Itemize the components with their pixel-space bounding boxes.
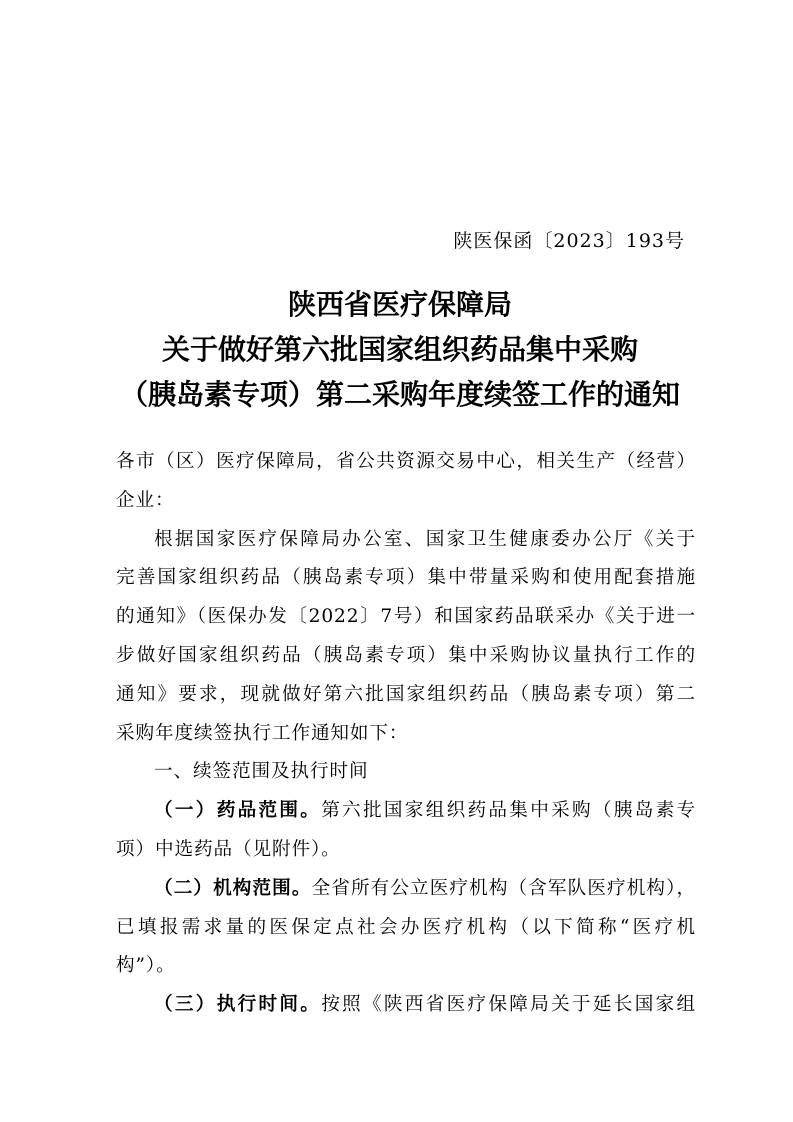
document-title (100, 282, 700, 417)
item-3-label: （三）执行时间。 (154, 994, 322, 1016)
item-3-line-1 (116, 986, 696, 1025)
item-1-line-1 (116, 792, 696, 831)
item-2-text: 全省所有公立医疗机构（含军队医疗机构）， (311, 877, 697, 899)
paragraph-1-line-3: 的通知》（医保办发〔2022〕7号）和国家药品联采办《关于进一 (116, 606, 696, 628)
document-number: 陕医保函〔2023〕193号 (453, 230, 685, 252)
addressee-line-2: 企业： (116, 489, 175, 511)
paragraph-1-line-5: 通知》要求，现就做好第六批国家组织药品（胰岛素专项）第二 (116, 683, 696, 705)
paragraph-1-line-1: 根据国家医疗保障局办公室、国家卫生健康委办公厅《关于 (154, 528, 696, 550)
paragraph-1-line-4: 步做好国家组织药品（胰岛素专项）集中采购协议量执行工作的 (116, 644, 696, 666)
addressee-line-1: 各市（区）医疗保障局，省公共资源交易中心，相关生产（经营） (116, 451, 696, 472)
item-2-line-1 (116, 870, 696, 909)
item-2-line-3: 构”）。 (116, 955, 176, 977)
item-1-line-2: 项）中选药品（见附件）。 (116, 838, 341, 860)
item-3-text: 按照《陕西省医疗保障局关于延长国家组 (321, 994, 696, 1016)
paragraph-1-line-6: 采购年度续签执行工作通知如下： (116, 722, 409, 744)
section-1-heading: 一、续签范围及执行时间 (154, 761, 369, 783)
item-1-text: 第六批国家组织药品集中采购（胰岛素专 (321, 800, 696, 822)
title-line-2: 关于做好第六批国家组织药品集中采购 (161, 333, 638, 366)
item-1-label: （一）药品范围。 (154, 800, 322, 822)
paragraph-1-line-2: 完善国家组织药品（胰岛素专项）集中带量采购和使用配套措施 (116, 567, 696, 589)
title-line-3: （胰岛素专项）第二采购年度续签工作的通知 (119, 378, 680, 411)
document-body (116, 443, 696, 1025)
item-2-label: （二）机构范围。 (154, 877, 312, 899)
title-line-1: 陕西省医疗保障局 (287, 288, 512, 321)
item-2-line-2: 已填报需求量的医保定点社会办医疗机构（以下简称“医疗机 (116, 916, 696, 938)
